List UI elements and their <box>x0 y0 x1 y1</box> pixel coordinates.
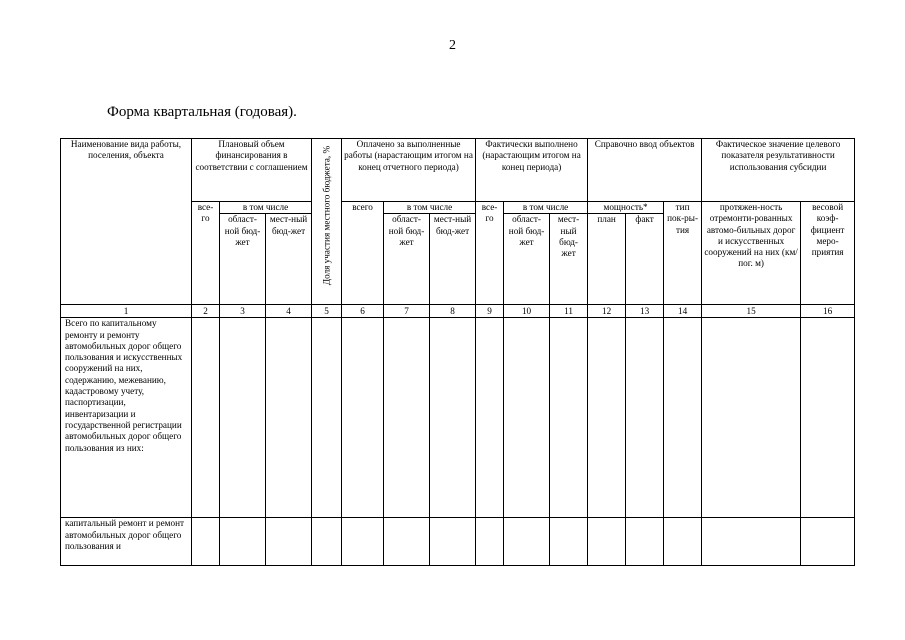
table-cell <box>266 318 312 518</box>
column-number: 11 <box>550 305 588 318</box>
report-table <box>60 138 855 566</box>
header-actual-regional: област-ной бюд-жет <box>504 214 550 305</box>
column-number: 5 <box>312 305 342 318</box>
table-cell <box>664 318 702 518</box>
table-cell <box>384 518 430 566</box>
header-name: Наименование вида работы, поселения, объекта <box>61 139 192 305</box>
column-number: 4 <box>266 305 312 318</box>
table-cell <box>220 318 266 518</box>
table-cell <box>312 518 342 566</box>
table-cell <box>312 318 342 518</box>
header-weight: весовой коэф-фициент меро-приятия <box>801 202 855 305</box>
header-paid-total: всего <box>342 202 384 305</box>
header-planned-incl: в том числе <box>220 202 312 214</box>
header-reference: Справочно ввод объектов <box>588 139 702 202</box>
table-cell <box>192 318 220 518</box>
header-actual-incl: в том числе <box>504 202 588 214</box>
header-capacity-plan: план <box>588 214 626 305</box>
table-cell <box>626 318 664 518</box>
table-cell <box>702 318 801 518</box>
header-planned-regional: област-ной бюд-жет <box>220 214 266 305</box>
table-cell <box>664 518 702 566</box>
header-paid-incl: в том числе <box>384 202 476 214</box>
form-title: Форма квартальная (годовая). <box>107 104 297 120</box>
header-actual: Фактически выполнено (нарастающим итогом на конец периода) <box>476 139 588 202</box>
header-length: протяжен-ность отремонти-рованных автомо-бильных дорог и искусственных сооружений на них (км/ пог. м) <box>702 202 801 305</box>
table-cell <box>342 518 384 566</box>
table-cell <box>504 518 550 566</box>
row-label: капитальный ремонт и ремонт автомобильных дорог общего пользования и <box>61 518 192 566</box>
table-cell <box>702 518 801 566</box>
table-cell <box>504 318 550 518</box>
table-cell <box>476 318 504 518</box>
column-number: 9 <box>476 305 504 318</box>
column-number: 1 <box>61 305 192 318</box>
header-indicator: Фактическое значение целевого показателя результативности использования субсидии <box>702 139 855 202</box>
column-number: 6 <box>342 305 384 318</box>
header-local-share-text: Доля участия местного бюджета, % <box>321 145 332 285</box>
table-cell <box>550 518 588 566</box>
column-number: 10 <box>504 305 550 318</box>
table-cell <box>626 518 664 566</box>
table-cell <box>220 518 266 566</box>
header-paid: Оплачено за выполненные работы (нарастающим итогом на конец отчетного периода) <box>342 139 476 202</box>
column-number: 15 <box>702 305 801 318</box>
column-number: 16 <box>801 305 855 318</box>
header-actual-local: мест-ный бюд-жет <box>550 214 588 305</box>
column-number: 12 <box>588 305 626 318</box>
header-planned: Плановый объем финансирования в соответствии с соглашением <box>192 139 312 202</box>
table-cell <box>588 518 626 566</box>
header-planned-local: мест-ный бюд-жет <box>266 214 312 305</box>
table-row <box>61 518 855 566</box>
table-cell <box>588 318 626 518</box>
column-number: 7 <box>384 305 430 318</box>
table-cell <box>430 318 476 518</box>
header-planned-total: все-го <box>192 202 220 305</box>
table-cell <box>430 518 476 566</box>
table-cell <box>550 318 588 518</box>
table-cell <box>342 318 384 518</box>
row-label: Всего по капитальному ремонту и ремонту автомобильных дорог общего пользования и искусственных сооружений на них, содержанию, межеванию, кадастровому учету, паспортизации, инвентаризации и государственной регистрации автомобильных дорог общего пользования из них: <box>61 318 192 518</box>
header-capacity: мощность* <box>588 202 664 214</box>
column-number: 14 <box>664 305 702 318</box>
table-cell <box>192 518 220 566</box>
header-paid-local: мест-ный бюд-жет <box>430 214 476 305</box>
column-number: 13 <box>626 305 664 318</box>
table-cell <box>801 518 855 566</box>
header-capacity-fact: факт <box>626 214 664 305</box>
header-actual-total: все-го <box>476 202 504 305</box>
column-number-row <box>61 305 855 318</box>
table-cell <box>384 318 430 518</box>
table-cell <box>801 318 855 518</box>
header-local-share <box>312 139 342 305</box>
table-cell <box>476 518 504 566</box>
column-number: 2 <box>192 305 220 318</box>
table-row <box>61 318 855 518</box>
table-cell <box>266 518 312 566</box>
header-coverage-type: тип пок-ры-тия <box>664 202 702 305</box>
column-number: 8 <box>430 305 476 318</box>
page-number: 2 <box>449 38 456 53</box>
column-number: 3 <box>220 305 266 318</box>
header-paid-regional: област-ной бюд-жет <box>384 214 430 305</box>
